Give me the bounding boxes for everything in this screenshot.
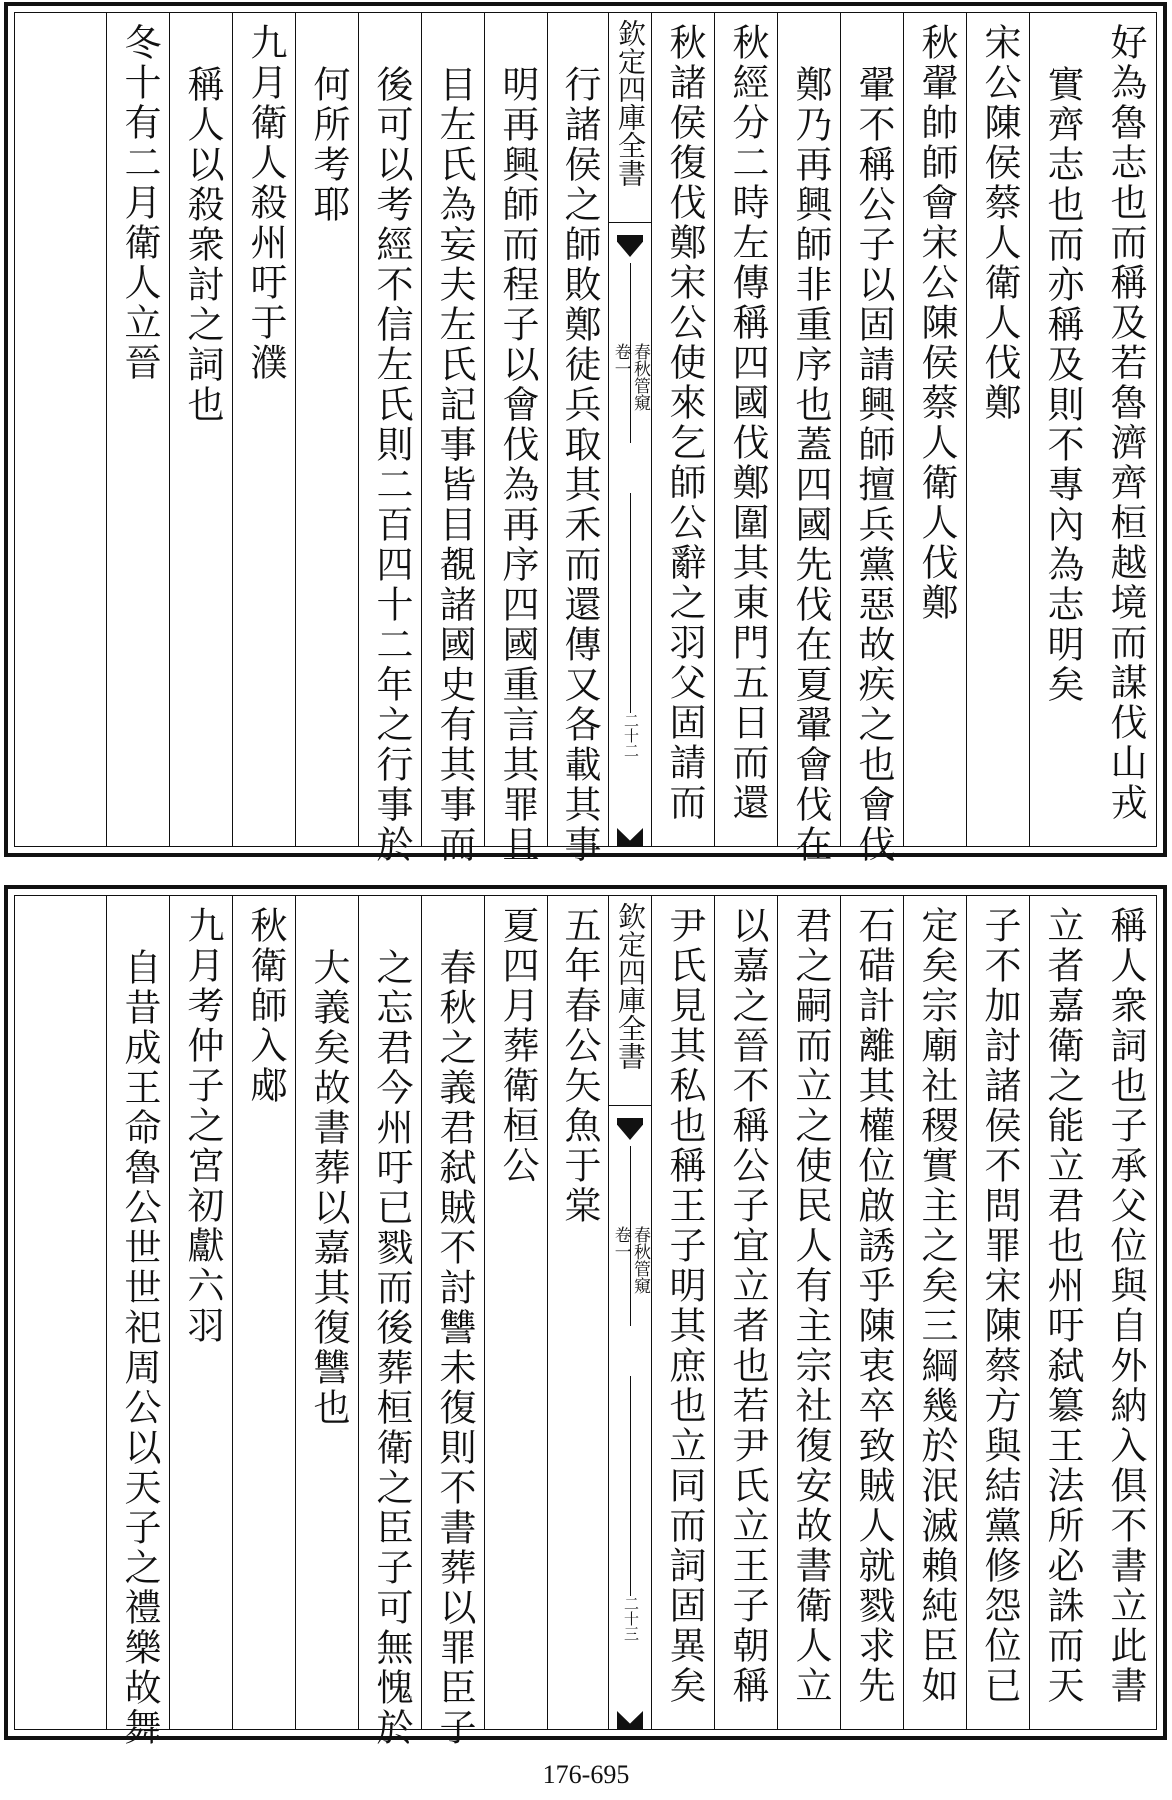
column-text: 鄭乃再興師非重序也蓋四國先伐在夏翬會伐在	[789, 65, 832, 865]
column-text: 君之嗣而立之使民人有主宗社復安故書衛人立	[789, 906, 832, 1706]
column-text: 冬十有二月衛人立晉	[118, 23, 161, 383]
text-column	[651, 896, 715, 1729]
text-column	[421, 13, 485, 865]
text-column	[903, 13, 967, 846]
spine-title: 欽定四庫全書	[609, 896, 651, 1106]
spine-title: 欽定四庫全書	[609, 13, 651, 223]
fish-tail-ornament-top	[617, 1118, 643, 1140]
column-text: 石碏計離其權位啟誘乎陳衷卒致賊人就戮求先	[852, 906, 895, 1706]
column-text: 稱人衆詞也子承父位與自外納入俱不書立此書	[1104, 906, 1147, 1706]
column-text: 大義矣故書葬以嘉其復讐也	[307, 948, 350, 1428]
text-column	[484, 896, 548, 1729]
column-text: 秋經分二時左傳稱四國伐鄭圍其東門五日而還	[726, 23, 769, 823]
text-column	[295, 13, 359, 846]
column-text: 自昔成王命魯公世世祀周公以天子之禮樂故舞	[118, 948, 161, 1748]
column-text: 翬不稱公子以固請興師擅兵黨惡故疾之也會伐	[852, 65, 895, 865]
text-column	[777, 13, 841, 865]
text-column	[651, 13, 715, 846]
folio-number: 176-695	[542, 1760, 630, 1789]
column-text: 立者嘉衛之能立君也州吁弑簒王法所必誅而天	[1041, 906, 1084, 1706]
spine-page-number: 二十二	[622, 713, 640, 758]
column-text: 宋公陳侯蔡人衛人伐鄭	[978, 23, 1021, 423]
text-column	[547, 896, 610, 1729]
spine-book-name: 春秋管窺	[630, 343, 650, 411]
text-column	[966, 13, 1030, 846]
column-text: 秋翬帥師會宋公陳侯蔡人衛人伐鄭	[915, 23, 958, 623]
spine-book-name: 春秋管窺	[630, 1226, 650, 1294]
column-text: 定矣宗廟社稷實主之矣三綱幾於泯滅賴純臣如	[915, 906, 958, 1706]
text-column	[966, 896, 1030, 1729]
column-text: 何所考耶	[307, 65, 350, 225]
text-column	[1029, 896, 1093, 1729]
text-column	[547, 13, 610, 865]
center-spine	[608, 896, 652, 1729]
column-text: 子不加討諸侯不問罪宋陳蔡方與結黨修怨位已	[978, 906, 1021, 1706]
text-column	[1093, 13, 1156, 846]
top-page-frame	[4, 2, 1167, 865]
column-text: 九月衛人殺州吁于濮	[244, 23, 287, 383]
text-column	[903, 896, 967, 1729]
column-text: 後可以考經不信左氏則二百四十二年之行事於	[370, 65, 413, 865]
text-column	[106, 896, 170, 1748]
top-page-inner-border	[14, 12, 1157, 865]
text-column	[1093, 896, 1156, 1729]
text-column	[840, 896, 904, 1729]
spine-rule	[630, 493, 631, 713]
column-text: 稱人以殺衆討之詞也	[181, 65, 224, 425]
column-text: 目左氏為妄夫左氏記事皆目覩諸國史有其事而	[433, 65, 476, 865]
column-text: 之忘君今州吁已戮而後葬桓衛之臣子可無愧於	[370, 948, 413, 1748]
fish-tail-ornament-bottom	[617, 1711, 643, 1729]
text-column	[358, 896, 422, 1748]
center-spine	[608, 13, 652, 846]
spine-rule	[630, 1376, 631, 1596]
column-text: 春秋之義君弑賊不討讐未復則不書葬以罪臣子	[433, 948, 476, 1748]
text-column	[1029, 13, 1093, 846]
column-text: 秋諸侯復伐鄭宋公使來乞師公辭之羽父固請而	[663, 23, 706, 823]
fish-tail-ornament-bottom	[617, 828, 643, 846]
spine-volume: 卷一	[610, 343, 631, 377]
text-column	[169, 896, 233, 1729]
text-column	[840, 13, 904, 865]
text-column	[714, 896, 778, 1729]
column-text: 以嘉之晉不稱公子宜立者也若尹氏立王子朝稱	[726, 906, 769, 1706]
text-column	[714, 13, 778, 846]
column-text: 五年春公矢魚于棠	[558, 906, 601, 1226]
column-text: 好為魯志也而稱及若魯濟齊桓越境而謀伐山戎	[1104, 23, 1147, 823]
text-column	[421, 896, 485, 1748]
text-column	[295, 896, 359, 1729]
text-column	[169, 13, 233, 846]
text-column	[232, 896, 296, 1729]
text-column	[106, 13, 170, 846]
bottom-page-inner-border	[14, 895, 1157, 1748]
column-text: 夏四月葬衛桓公	[496, 906, 539, 1186]
column-text: 明再興師而程子以會伐為再序四國重言其罪且	[496, 65, 539, 865]
text-column	[232, 13, 296, 846]
fish-tail-ornament-top	[617, 235, 643, 257]
column-text: 秋衛師入郕	[244, 906, 287, 1106]
text-column	[358, 13, 422, 865]
text-column	[484, 13, 548, 865]
text-column	[777, 896, 841, 1729]
column-text: 尹氏見其私也稱王子明其庶也立同而詞固異矣	[663, 906, 706, 1706]
column-text: 九月考仲子之宮初獻六羽	[181, 906, 224, 1346]
spine-page-number: 二十三	[622, 1596, 640, 1641]
bottom-page-frame	[4, 885, 1167, 1748]
spine-volume: 卷一	[610, 1226, 631, 1260]
column-text: 行諸侯之師敗鄭徒兵取其禾而還傳又各載其事	[558, 65, 601, 865]
column-text: 實齊志也而亦稱及則不專內為志明矣	[1041, 65, 1084, 705]
